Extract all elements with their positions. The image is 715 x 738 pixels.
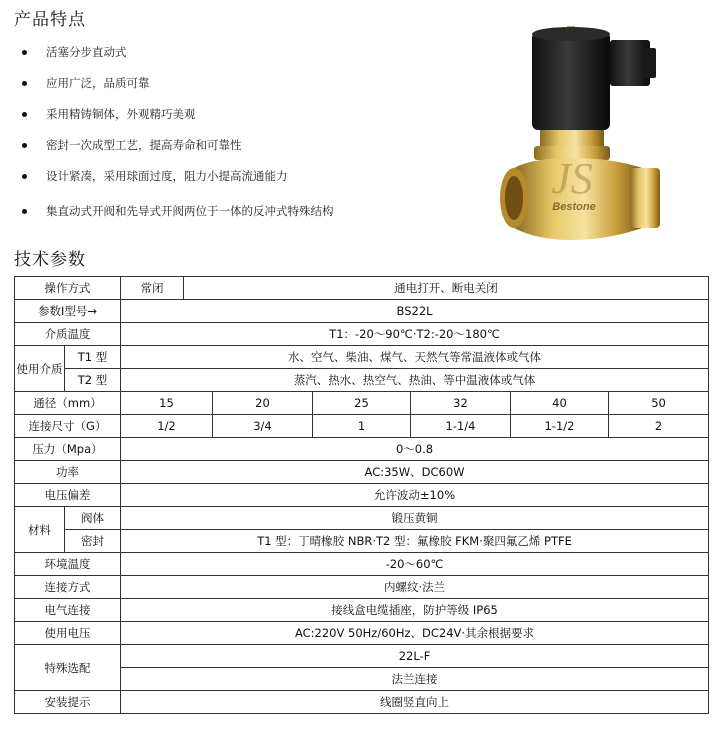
cell-label: 电气连接 — [15, 599, 121, 622]
table-row — [15, 599, 709, 622]
cell-value: 水、空气、柴油、煤气、天然气等常温液体或气体 — [121, 346, 709, 369]
spec-table — [14, 276, 709, 714]
cell-label: 连接方式 — [15, 576, 121, 599]
cell-value: 3/4 — [213, 415, 313, 438]
feature-item: 采用精铸铜体，外观精巧美观 — [22, 104, 334, 135]
table-row — [15, 369, 709, 392]
cell-value: 通电打开、断电关闭 — [184, 277, 709, 300]
solenoid-valve-image — [492, 18, 682, 253]
cell-value: 接线盒电缆插座，防护等级 IP65 — [121, 599, 709, 622]
table-row — [15, 461, 709, 484]
cell-value: 2 — [609, 415, 709, 438]
cell-label: 环境温度 — [15, 553, 121, 576]
feature-item: 密封一次成型工艺，提高寿命和可靠性 — [22, 135, 334, 166]
table-row — [15, 392, 709, 415]
cell-value: 40 — [511, 392, 609, 415]
cell-label: 通径（mm） — [15, 392, 121, 415]
feature-item: 应用广泛，品质可靠 — [22, 73, 334, 104]
cell-value: T1 型：丁晴橡胶 NBR·T2 型：氟橡胶 FKM·聚四氟乙烯 PTFE — [121, 530, 709, 553]
table-row — [15, 530, 709, 553]
cell-value: 1/2 — [121, 415, 213, 438]
cell-value: 锻压黄铜 — [121, 507, 709, 530]
cell-value: 32 — [411, 392, 511, 415]
cell-label: 参数Ⅰ型号→ — [15, 300, 121, 323]
cell-label: 操作方式 — [15, 277, 121, 300]
cell-value: 20 — [213, 392, 313, 415]
cell-value: 15 — [121, 392, 213, 415]
table-row — [15, 553, 709, 576]
table-row — [15, 346, 709, 369]
cell-value: 蒸汽、热水、热空气、热油、等中温液体或气体 — [121, 369, 709, 392]
table-row — [15, 415, 709, 438]
cell-label: 材料 — [15, 507, 65, 553]
table-row — [15, 438, 709, 461]
cell-value: 1 — [313, 415, 411, 438]
cell-label: 特殊选配 — [15, 645, 121, 691]
table-row — [15, 622, 709, 645]
cell-value: 1-1/2 — [511, 415, 609, 438]
cell-sublabel: 密封 — [65, 530, 121, 553]
table-row — [15, 300, 709, 323]
cell-label: 连接尺寸（G） — [15, 415, 121, 438]
cell-label: 功率 — [15, 461, 121, 484]
table-row — [15, 576, 709, 599]
table-row — [15, 507, 709, 530]
feature-item: 活塞分步直动式 — [22, 42, 334, 73]
cell-value: 内螺纹·法兰 — [121, 576, 709, 599]
cell-value: 1-1/4 — [411, 415, 511, 438]
feature-item: 集直动式开阀和先导式开阀两位于一体的反冲式特殊结构 — [22, 201, 334, 232]
feature-list — [22, 42, 334, 232]
cell-value: 0～0.8 — [121, 438, 709, 461]
cell-value: 线圈竖直向上 — [121, 691, 709, 714]
cell-value: 常闭 — [121, 277, 184, 300]
section-title-params: 技术参数 — [14, 250, 86, 270]
table-row — [15, 484, 709, 507]
table-row — [15, 277, 709, 300]
cell-value: T1：-20～90℃·T2:-20～180℃ — [121, 323, 709, 346]
cell-label: 安装提示 — [15, 691, 121, 714]
cell-value: 法兰连接 — [121, 668, 709, 691]
cell-label: 使用介质 — [15, 346, 65, 392]
cell-value: -20～60℃ — [121, 553, 709, 576]
table-row — [15, 323, 709, 346]
cell-value: 25 — [313, 392, 411, 415]
cell-sublabel: T2 型 — [65, 369, 121, 392]
brand-logo-text: Bestone — [552, 201, 596, 213]
table-row — [15, 645, 709, 668]
cell-label: 使用电压 — [15, 622, 121, 645]
cell-label: 电压偏差 — [15, 484, 121, 507]
cell-value: BS22L — [121, 300, 709, 323]
cell-label: 压力（Mpa） — [15, 438, 121, 461]
cell-value: 50 — [609, 392, 709, 415]
cell-sublabel: 阀体 — [65, 507, 121, 530]
cell-label: 介质温度 — [15, 323, 121, 346]
cell-sublabel: T1 型 — [65, 346, 121, 369]
cell-value: 22L-F — [121, 645, 709, 668]
feature-item: 设计紧凑，采用球面过度，阻力小提高流通能力 — [22, 166, 334, 197]
cell-value: AC:35W、DC60W — [121, 461, 709, 484]
cell-value: AC:220V 50Hz/60Hz、DC24V·其余根据要求 — [121, 622, 709, 645]
section-title-features: 产品特点 — [14, 10, 86, 30]
svg-text:JS: JS — [551, 154, 593, 203]
table-row — [15, 691, 709, 714]
cell-value: 允许波动±10% — [121, 484, 709, 507]
